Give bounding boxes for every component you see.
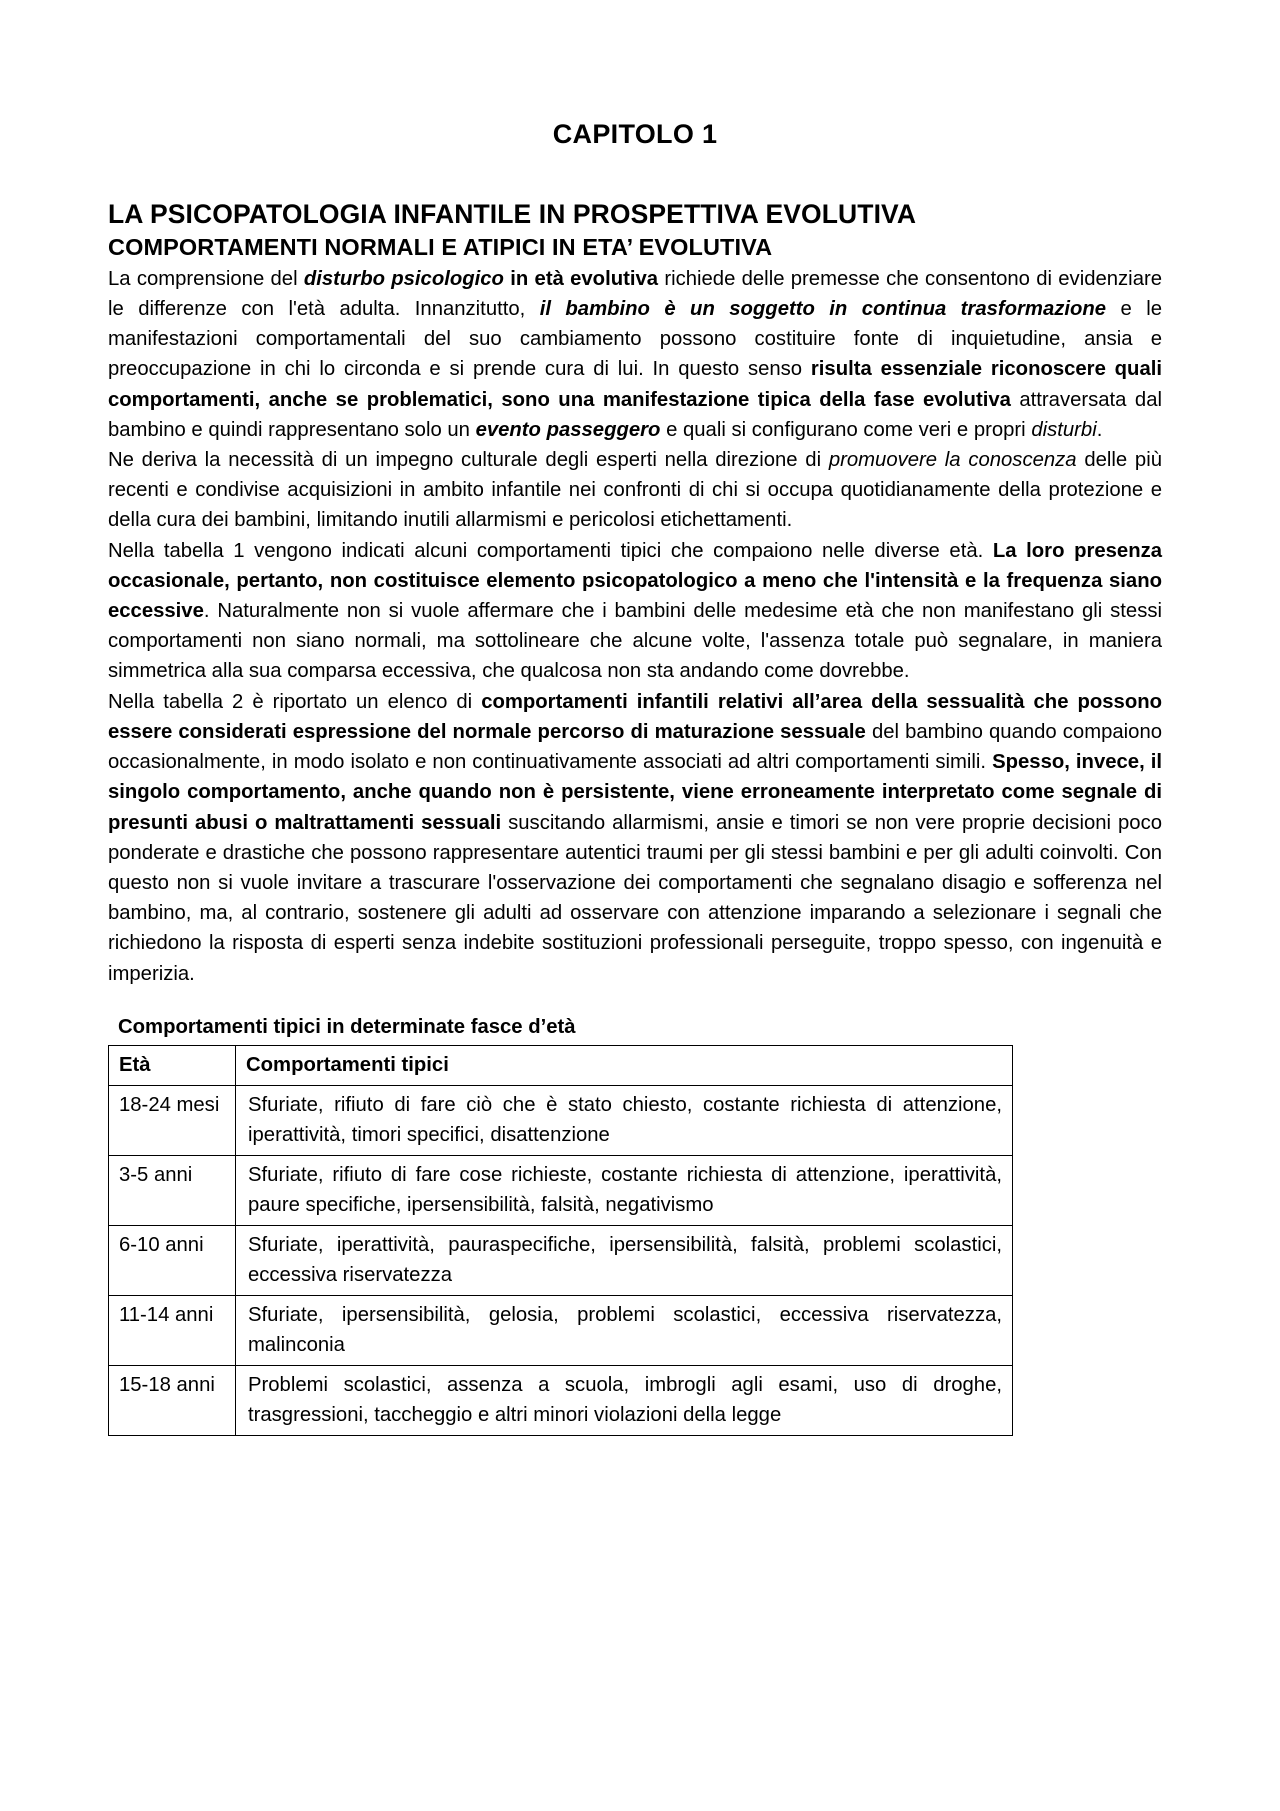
cell-behaviors: Sfuriate, rifiuto di fare cose richieste, costante richiesta di attenzione, iperattività, paure specifiche, ipersensibilità, falsità, negativismo [236, 1156, 1013, 1226]
p1-seg4: richiede delle premesse che consentono di evidenziare le differenze con l'età adulta. Innanzitutto, [108, 267, 1163, 321]
table-caption: Comportamenti tipici in determinate fasce d’età [118, 1015, 576, 1038]
p3-seg2: La loro presenza occasionale, pertanto, non costituisce elemento psicopatologico a meno che l'intensità e la frequenza siano eccessive [108, 539, 1163, 623]
p1-seg3: in età evolutiva [503, 267, 659, 290]
paragraph-3 [108, 536, 1162, 687]
p1-seg8: attraversata dal bambino e quindi rappresentano solo un [108, 388, 1162, 441]
p1-seg10: e quali si configurano come veri e propri [660, 418, 1032, 441]
cell-behaviors: Sfuriate, ipersensibilità, gelosia, problemi scolastici, eccessiva riservatezza, malinconia [236, 1296, 1013, 1366]
p4-seg3: del bambino quando compaiono occasionalmente, in modo isolato e non continuativamente associati ad altri comportamenti simili. [108, 720, 1162, 774]
behaviors-table [108, 1045, 1013, 1436]
cell-behaviors: Sfuriate, iperattività, pauraspecifiche, ipersensibilità, falsità, problemi scolastici, eccessiva riservatezza [236, 1226, 1013, 1296]
p4-seg4: Spesso, invece, il singolo comportamento, anche quando non è persistente, viene erroneamente interpretato come segnale di presunti abusi o maltrattamenti sessuali [108, 751, 1163, 834]
p3-seg3: . Naturalmente non si vuole affermare che i bambini delle medesime età che non manifestano gli stessi comportamenti non siano normali, ma sottolineare che alcune volte, l'assenza totale può segnalare, in maniera simmetrica alla sua comparsa eccessiva, che qualcosa non sta andando come dovrebbe. [108, 600, 1162, 683]
table-row [109, 1226, 1013, 1296]
sub-heading: COMPORTAMENTI NORMALI E ATIPICI IN ETA’ EVOLUTIVA [108, 233, 773, 260]
p1-seg12: . [1096, 418, 1103, 441]
table-row [109, 1296, 1013, 1366]
cell-age: 11-14 anni [109, 1296, 236, 1366]
p2-seg2: promuovere la conoscenza [828, 449, 1077, 472]
cell-age: 18-24 mesi [109, 1086, 236, 1156]
p2-seg1: Ne deriva la necessità di un impegno culturale degli esperti nella direzione di [108, 449, 829, 472]
p1-seg9: evento passeggero [475, 418, 661, 441]
p4-seg1: Nella tabella 2 è riportato un elenco di [108, 690, 482, 713]
p1-seg6: e le manifestazioni comportamentali del suo cambiamento possono costituire fonte di inquietudine, ansia e preoccupazione in chi lo circonda e si prende cura di lui. In questo senso [108, 298, 1162, 381]
p4-seg5: suscitando allarmismi, ansie e timori se non vere proprie decisioni poco ponderate e drastiche che possono rappresentare autentici traumi per gli stessi bambini e per gli adulti coinvolti. Con questo non si vuole invitare a trascurare l'osservazione dei comportamenti che segnalano disagio e sofferenza nel bambino, ma, al contrario, sostenere gli adulti ad osservare con attenzione imparando a selezionare i segnali che richiedono la risposta di esperti senza indebite sostituzioni professionali perseguite, troppo spesso, con ingenuità e imperizia. [108, 811, 1162, 985]
p3-seg1: Nella tabella 1 vengono indicati alcuni comportamenti tipici che compaiono nelle diverse età. [108, 539, 993, 562]
cell-behaviors: Problemi scolastici, assenza a scuola, imbrogli agli esami, uso di droghe, trasgressioni, taccheggio e altri minori violazioni della legge [236, 1366, 1013, 1436]
chapter-title: CAPITOLO 1 [552, 119, 718, 149]
main-heading: LA PSICOPATOLOGIA INFANTILE IN PROSPETTIVA EVOLUTIVA [108, 199, 917, 230]
p1-seg11: disturbi [1031, 418, 1097, 441]
column-header-behaviors: Comportamenti tipici [236, 1046, 1013, 1086]
p1-seg7: risulta essenziale riconoscere quali comportamenti, anche se problematici, sono una manifestazione tipica della fase evolutiva [108, 358, 1162, 411]
p2-seg3: delle più recenti e condivise acquisizioni in ambito infantile nei confronti di chi si occupa quotidianamente della protezione e della cura dei bambini, limitando inutili allarmismi e pericolosi etichettamenti. [108, 449, 1162, 532]
cell-age: 6-10 anni [109, 1226, 236, 1296]
p1-seg1: La comprensione del [108, 267, 304, 290]
cell-age: 3-5 anni [109, 1156, 236, 1226]
column-header-age: Età [109, 1046, 236, 1086]
p4-seg2: comportamenti infantili relativi all’area della sessualità che possono essere considerati espressione del normale percorso di maturazione sessuale [108, 690, 1162, 743]
cell-behaviors: Sfuriate, rifiuto di fare ciò che è stato chiesto, costante richiesta di attenzione, iperattività, timori specifici, disattenzione [236, 1086, 1013, 1156]
paragraph-4 [108, 687, 1162, 989]
p1-seg2: disturbo psicologico [303, 267, 504, 290]
paragraph-2 [108, 445, 1162, 536]
table-header-row [109, 1046, 1013, 1086]
cell-age: 15-18 anni [109, 1366, 236, 1436]
paragraph-1 [108, 264, 1162, 445]
table-row [109, 1156, 1013, 1226]
p1-seg5: il bambino è un soggetto in continua trasformazione [539, 298, 1107, 321]
table-row [109, 1366, 1013, 1436]
table-row [109, 1086, 1013, 1156]
